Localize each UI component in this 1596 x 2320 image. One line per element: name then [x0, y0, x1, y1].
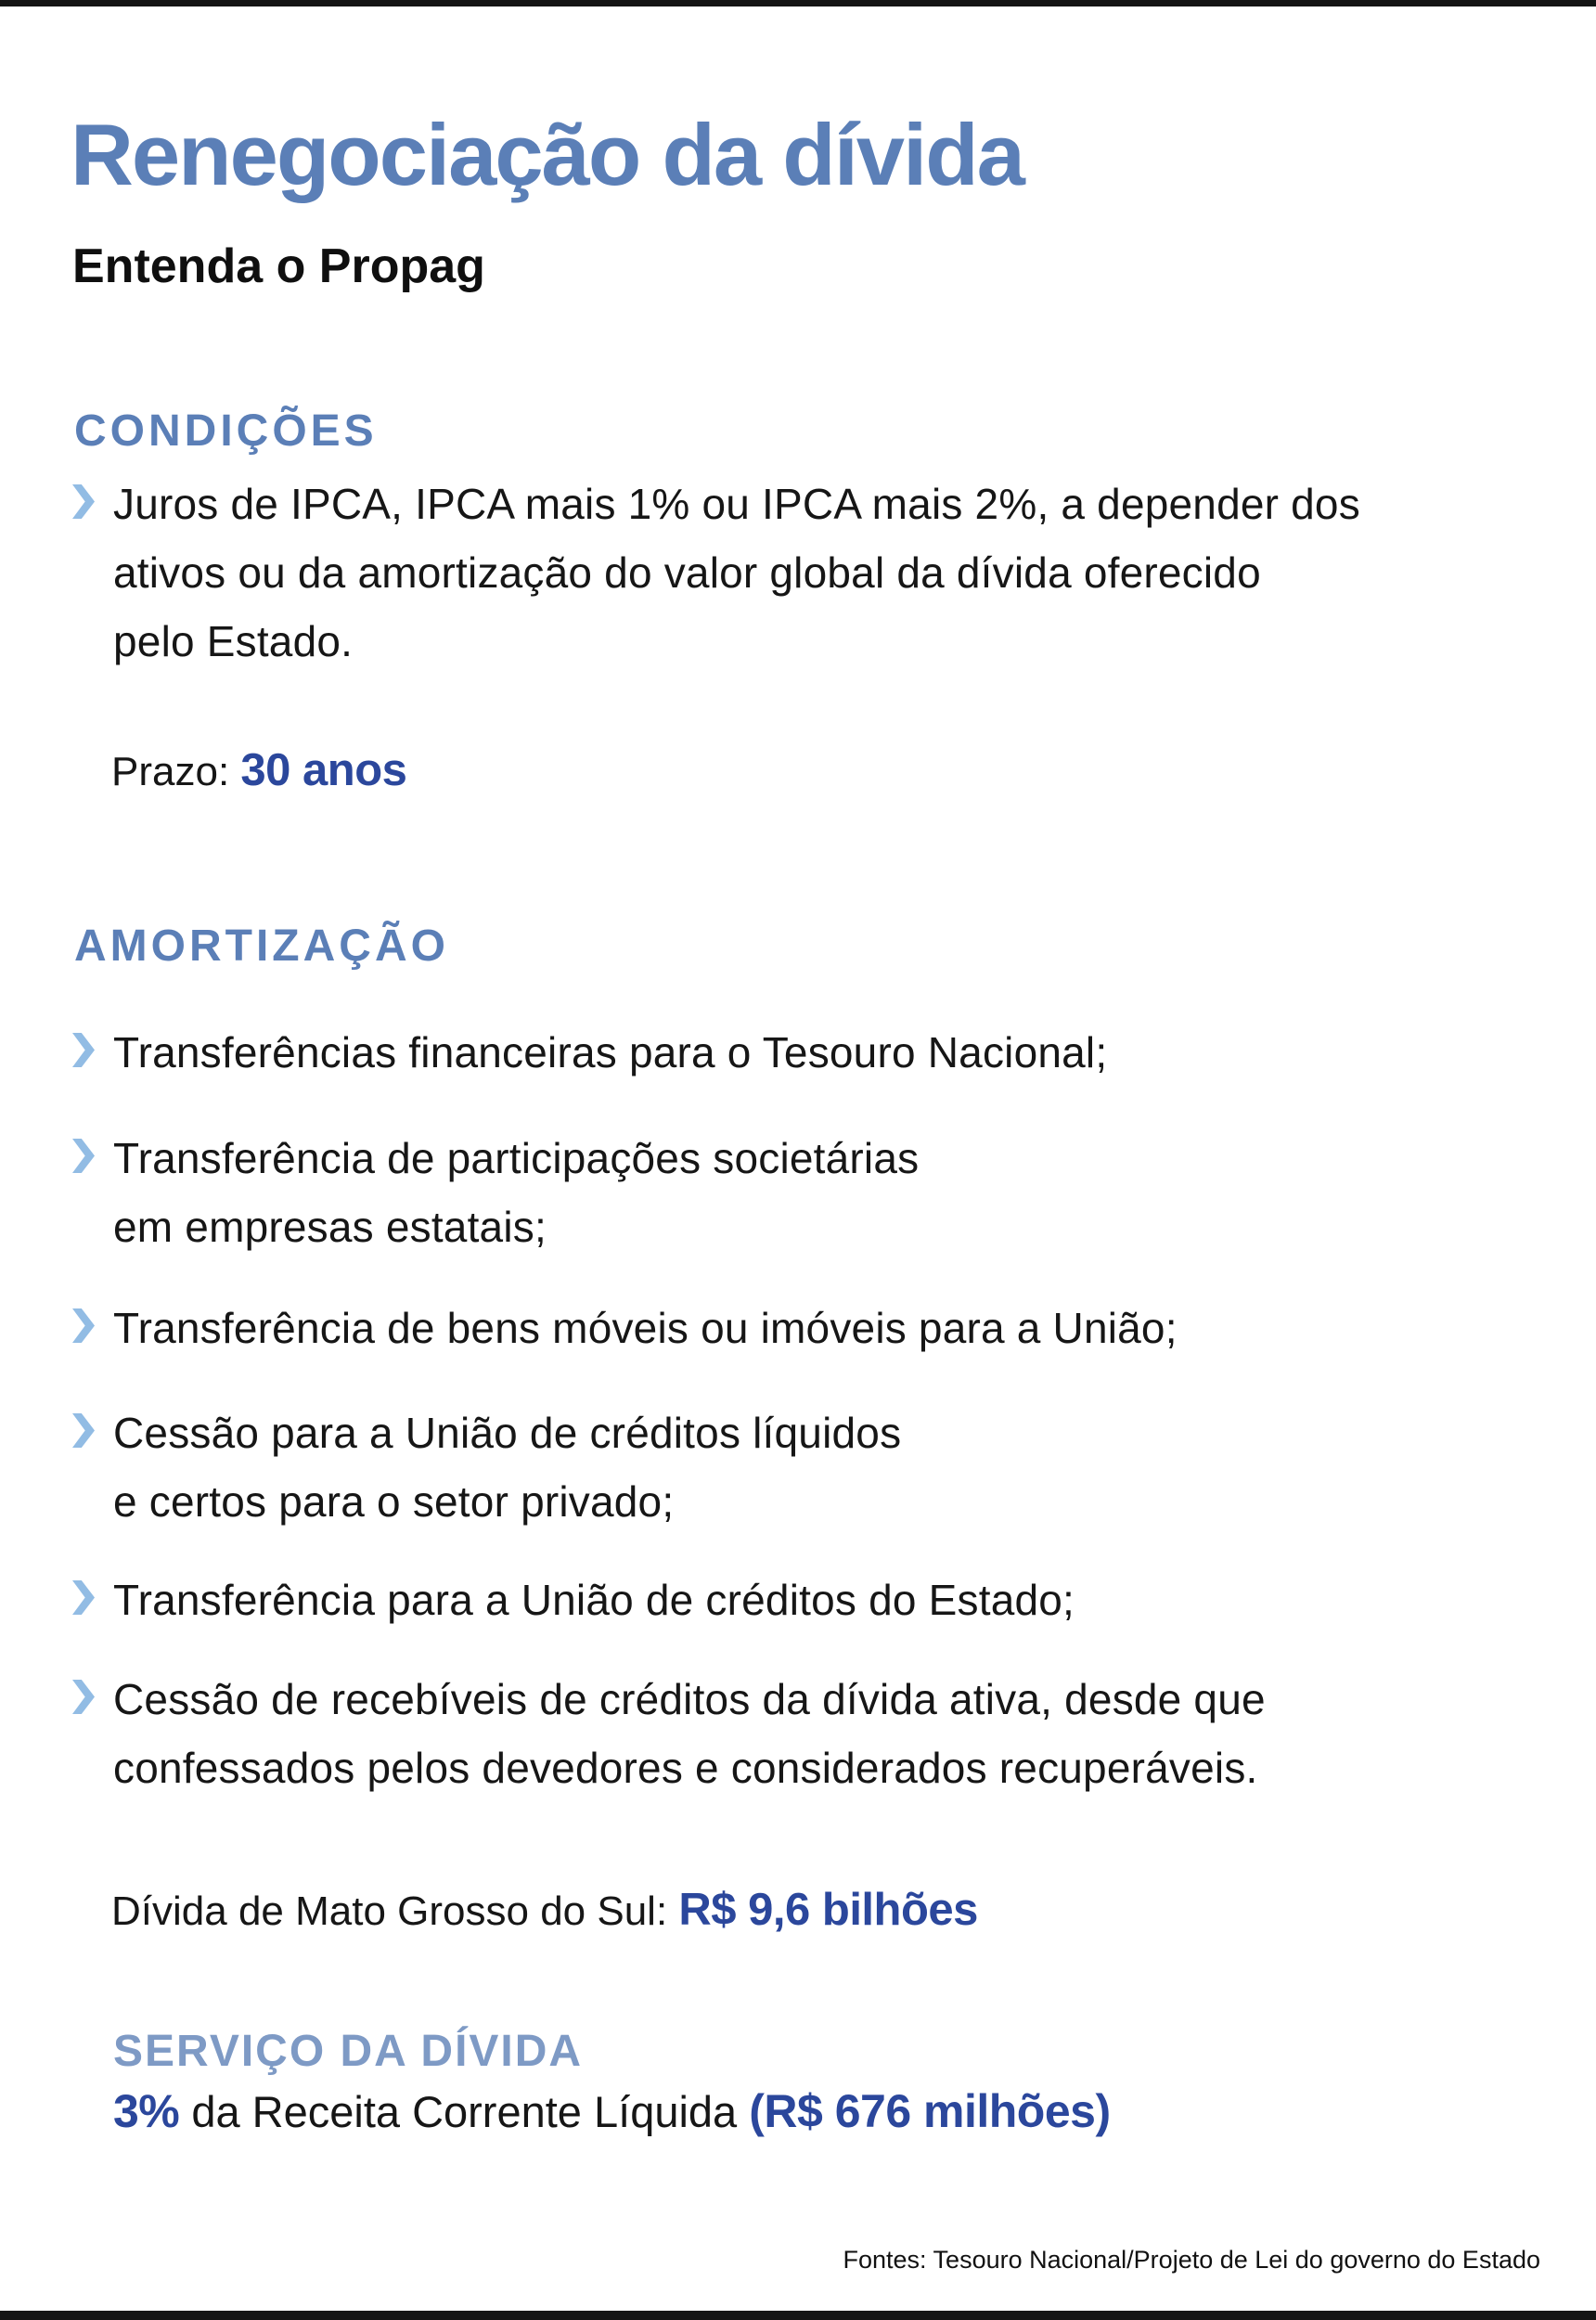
prazo-line	[111, 742, 406, 800]
bottom-rule	[0, 2311, 1596, 2320]
section-heading-servico-da-divida: SERVIÇO DA DÍVIDA	[113, 2027, 584, 2076]
chevron-bullet-icon	[72, 1680, 95, 1714]
servico-pct-value: 3%	[113, 2085, 180, 2137]
list-item-line: Juros de IPCA, IPCA mais 1% ou IPCA mais 2%, a depender dos	[113, 480, 1360, 528]
list-item-line: Cessão para a União de créditos líquidos	[113, 1409, 902, 1457]
list-item	[72, 1294, 1178, 1362]
prazo-value: 30 anos	[240, 745, 407, 795]
list-item-line: Cessão de recebíveis de créditos da dívida ativa, desde que	[113, 1675, 1266, 1723]
list-item-text	[113, 1124, 919, 1261]
list-item-line: Transferência de bens móveis ou imóveis para a União;	[113, 1304, 1178, 1352]
list-item-text	[113, 1398, 901, 1536]
divida-label: Dívida de Mato Grosso do Sul:	[111, 1888, 679, 1934]
servico-paren-value: (R$ 676 milhões)	[749, 2085, 1111, 2137]
section-heading-amortizacao: AMORTIZAÇÃO	[74, 922, 449, 971]
list-item	[72, 470, 1360, 676]
list-item-line: e certos para o setor privado;	[113, 1477, 675, 1526]
section-heading-condicoes: CONDIÇÕES	[74, 406, 378, 456]
list-item	[72, 1018, 1107, 1087]
page-title: Renegociação da dívida	[71, 105, 1023, 203]
list-item	[72, 1566, 1075, 1634]
divida-value: R$ 9,6 bilhões	[678, 1885, 978, 1935]
prazo-label: Prazo:	[111, 749, 241, 794]
list-item-text	[113, 1665, 1266, 1802]
chevron-bullet-icon	[72, 1139, 95, 1173]
sources-line: Fontes: Tesouro Nacional/Projeto de Lei do governo do Estado	[843, 2246, 1540, 2274]
list-item	[72, 1665, 1266, 1802]
list-item	[72, 1398, 901, 1536]
chevron-bullet-icon	[72, 1580, 95, 1615]
list-item-text	[113, 470, 1360, 676]
chevron-bullet-icon	[72, 1308, 95, 1343]
list-item-line: Transferências financeiras para o Tesouro Nacional;	[113, 1028, 1108, 1076]
top-rule	[0, 0, 1596, 6]
chevron-bullet-icon	[72, 484, 95, 519]
servico-line	[113, 2084, 1111, 2139]
servico-middle-text: da Receita Corrente Líquida	[179, 2087, 750, 2136]
list-item-line: confessados pelos devedores e considerados recuperáveis.	[113, 1744, 1258, 1792]
list-item-text	[113, 1018, 1107, 1087]
list-item-text	[113, 1566, 1075, 1634]
page-subtitle: Entenda o Propag	[72, 239, 485, 294]
chevron-bullet-icon	[72, 1033, 95, 1067]
list-item-line: Transferência para a União de créditos do Estado;	[113, 1576, 1075, 1624]
chevron-bullet-icon	[72, 1413, 95, 1448]
list-item-text	[113, 1294, 1178, 1362]
list-item	[72, 1124, 919, 1261]
list-item-line: em empresas estatais;	[113, 1203, 547, 1251]
divida-line	[111, 1882, 978, 1940]
list-item-line: ativos ou da amortização do valor global da dívida oferecido	[113, 548, 1261, 597]
list-item-line: pelo Estado.	[113, 617, 354, 665]
list-item-line: Transferência de participações societárias	[113, 1134, 920, 1182]
